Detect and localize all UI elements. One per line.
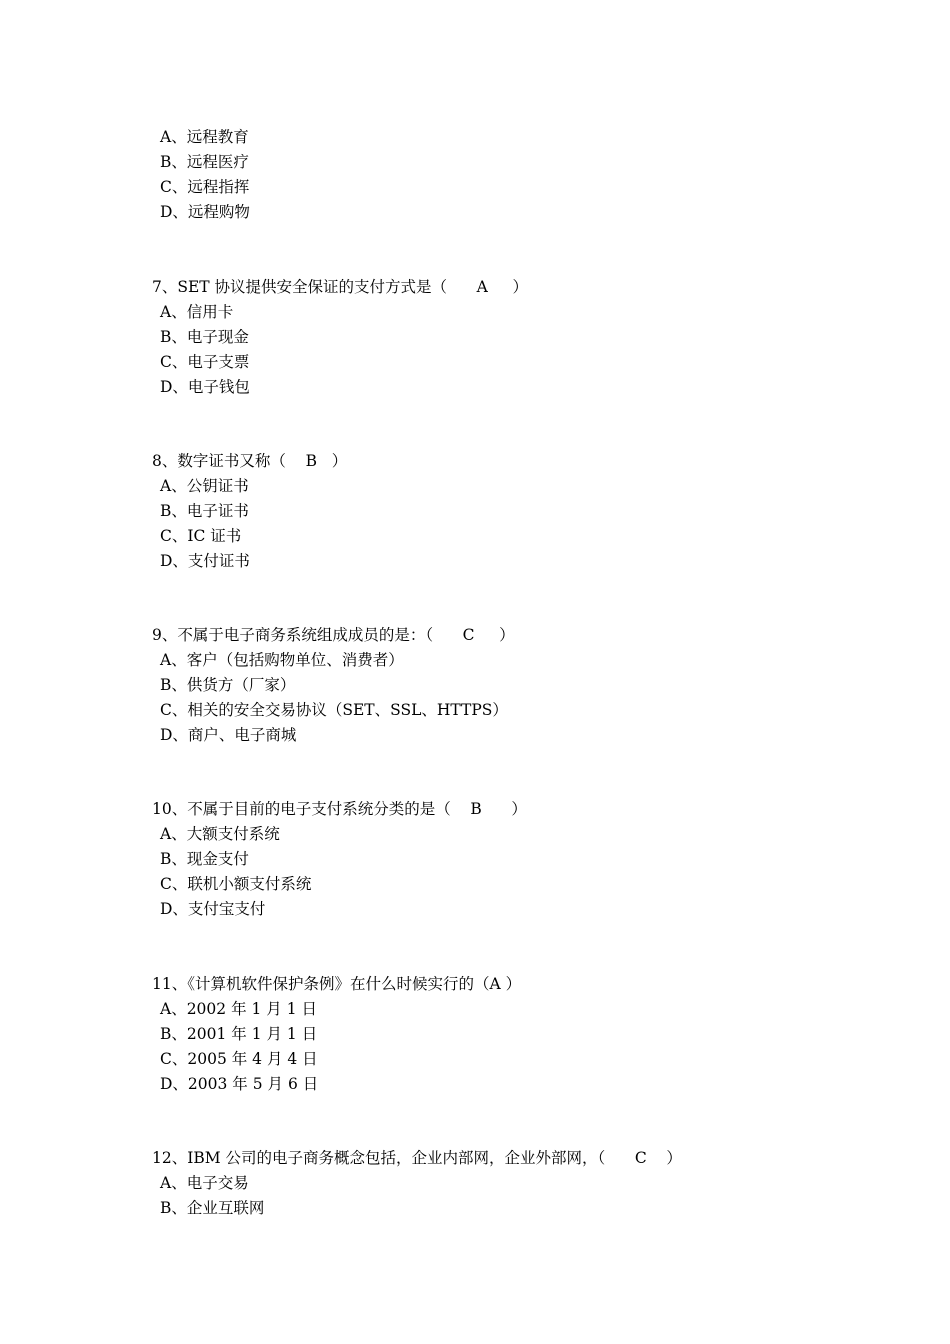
option-line: A、大额支付系统	[160, 825, 280, 843]
question-8: 8、数字证书又称（ B ）	[152, 452, 348, 470]
option-line: C、电子支票	[160, 353, 250, 371]
option-line: B、企业互联网	[160, 1199, 265, 1217]
option-line: D、电子钱包	[160, 378, 250, 396]
question-10: 10、不属于目前的电子支付系统分类的是（ B ）	[152, 800, 527, 818]
option-line: D、支付证书	[160, 552, 250, 570]
option-line: A、2002 年 1 月 1 日	[160, 1000, 317, 1018]
question-12: 12、IBM 公司的电子商务概念包括，企业内部网，企业外部网，（ C ）	[152, 1149, 682, 1167]
option-line: A、电子交易	[160, 1174, 249, 1192]
option-line: D、2003 年 5 月 6 日	[160, 1075, 319, 1093]
option-line: A、信用卡	[160, 303, 234, 321]
option-line: C、联机小额支付系统	[160, 875, 312, 893]
option-line: B、远程医疗	[160, 153, 249, 171]
option-line: D、远程购物	[160, 203, 250, 221]
option-line: B、电子证书	[160, 502, 249, 520]
question-7: 7、SET 协议提供安全保证的支付方式是（ A ）	[152, 278, 528, 296]
question-11: 11、《计算机软件保护条例》在什么时候实行的（A ）	[152, 975, 522, 993]
option-line: C、相关的安全交易协议（SET、SSL、HTTPS）	[160, 701, 508, 719]
option-line: D、支付宝支付	[160, 900, 266, 918]
option-line: D、商户、电子商城	[160, 726, 297, 744]
option-line: B、电子现金	[160, 328, 249, 346]
option-line: A、客户（包括购物单位、消费者）	[160, 651, 404, 669]
question-9: 9、不属于电子商务系统组成成员的是：（ C ）	[152, 626, 515, 644]
option-line: C、IC 证书	[160, 527, 242, 545]
option-line: B、现金支付	[160, 850, 249, 868]
option-line: A、远程教育	[160, 128, 249, 146]
option-line: B、供货方（厂家）	[160, 676, 296, 694]
option-line: B、2001 年 1 月 1 日	[160, 1025, 318, 1043]
option-line: C、2005 年 4 月 4 日	[160, 1050, 318, 1068]
option-line: A、公钥证书	[160, 477, 249, 495]
option-line: C、远程指挥	[160, 178, 250, 196]
